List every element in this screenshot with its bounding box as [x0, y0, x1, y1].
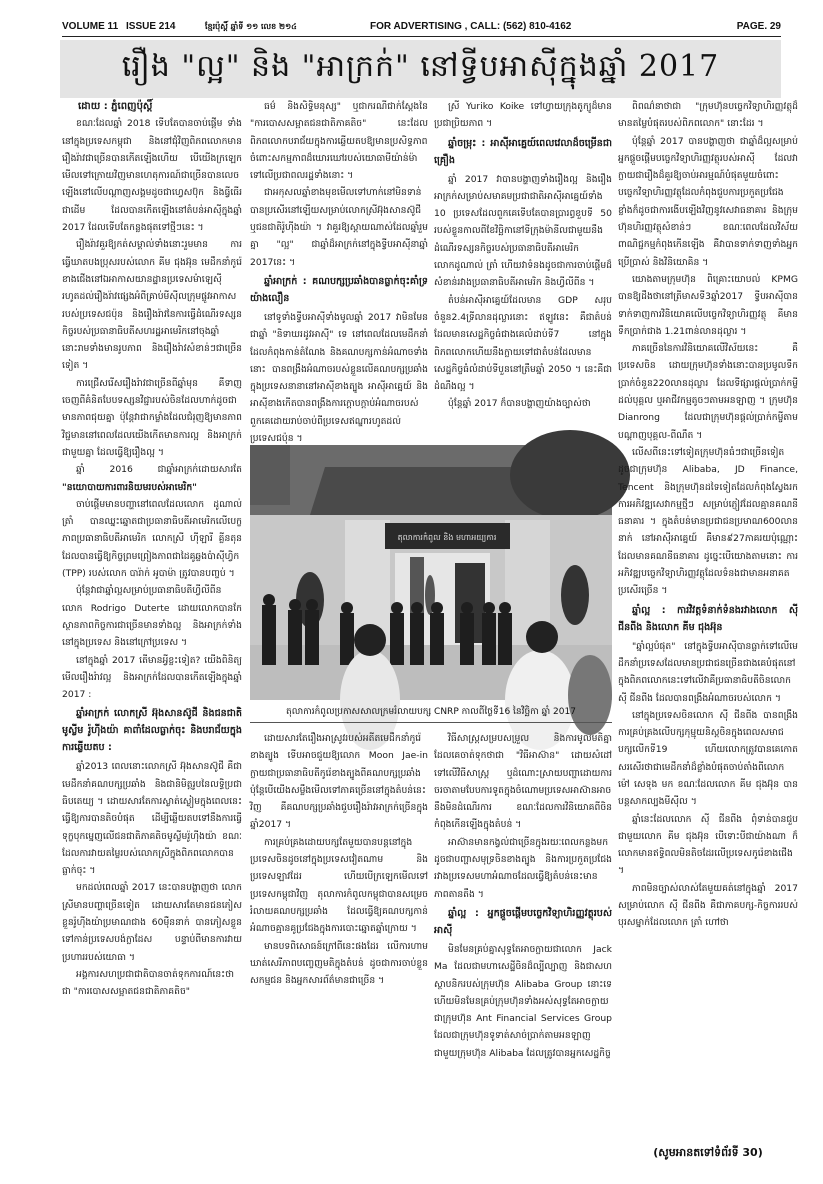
- subheading: ឆ្នាំល្អ : ការវិវត្តទំនាក់ទំនងរវាងលោក ស៊ី ជីនពីង និងលោក គីម ជុងអ៊ុន: [618, 604, 798, 633]
- paragraph: ការជ្រើសរើសរឿងរ៉ាវជាច្រើនពីឆ្នាំមុន គឺទាញចេញពីគំនិតបែបទស្សនវិជ្ជារបស់ចិនដែលហាក់ដូចជាមានភាពជុយគ្នា ប៉ុន្តែវាជាកម្លាំងដែលជំរុញឱ្យមានភាពវិជ្ជមាននៅពេលដែលយើងកើតមានការល្អ និងអាក្រក់ជាមួយគ្នា ដែលធ្វើឱ្យរឿងល្អ ។: [62, 377, 242, 458]
- continued-link[interactable]: (សូមអានតទៅទំព័រទី 30): [653, 1146, 763, 1159]
- paragraph: យោងតាមក្រុមហ៊ុន ពិគ្រោះយោបល់ KPMG បានឱ្យដឹងថានៅត្រីមាសទី3ឆ្នាំ2017 ទ្វីបអាស៊ីបានទាក់ទាញការវិនិយោគលើបច្ចេកវិទ្យាហិរញ្ញវត្ថុ គឺមានទឹកប្រាក់ជាង 1.21ពាន់លានដុល្លារ ។: [618, 273, 798, 337]
- emphasis: "នយោបាយការពារនិយមរបស់អាមេរិក": [62, 481, 197, 493]
- paragraph: មិនមែនគ្រប់គ្នាសុទ្ធតែអាចក្លាយជាលោក Jack Ma ដែលជាមហាសេដ្ឋីចិនដ៏ល្បីល្បាញ និងជាសហស្ថាបនិករបស់ក្រុមហ៊ុន Alibaba Group នោះទេ ហើយមិនមែនគ្រប់ក្រុមហ៊ុនទាំងអស់សុទ្ធតែអាចក្លាយជាក្រុមហ៊ុន Ant Financial Services Group ដែលជាក្រុមហ៊ុនទូទាត់សាច់ប្រាក់តាមអនឡាញជាមួយក្រុមហ៊ុន Alibaba ដែលត្រូវបានអ្នកសេដ្ឋកិច្ច: [434, 943, 612, 1059]
- paragraph: ចាប់ផ្តើមមានបញ្ហានៅពេលដែលលោក ដូណាល់ ត្រាំ បានឈ្នះឆ្នោតជាប្រធានាធិបតីអាមេរិកលើបេក្ខភាពប្រធានាធិបតីអាមេរិក លោកស្រី ហ៊ីឡារី គ្លីនតុន ដែលបានធ្វើឱ្យកិច្ចព្រមព្រៀងភាពជាដៃគូឆ្លងប៉ាស៊ីហ្វិក (TPP) របស់លោក បារ៉ាក់ អូបាម៉ា ត្រូវបានបញ្ចប់ ។: [62, 498, 242, 580]
- column-3-top: [434, 98, 612, 428]
- supreme-court-photo: [250, 445, 612, 700]
- paragraph: នៅក្នុងប្រទេសចិនលោក ស៊ី ជីនពីង បានពង្រឹងការគ្រប់គ្រងលើបក្សកុម្មុយនិស្តចិនក្នុងពេលសមាជបក្សលើកទី19 ហើយលោកត្រូវបានគេកោតសរសើរថាជាមេដឹកនាំដ៏ខ្លាំងបំផុតចាប់តាំងពីលោក ម៉ៅ សេទុង មក ខណៈដែលលោក គីម ជុងអ៊ុន បានបន្តសាកល្បងមីស៊ីល ។: [618, 709, 798, 808]
- column-2-bottom: [250, 730, 428, 1170]
- paragraph: ឆ្នាំនេះដែលលោក ស៊ី ជីនពីង ពុំទាន់បានជួបជាមួយលោក គីម ជុងអ៊ុន បើទោះបីជាយ៉ាងណា ក៏លោកមានឥទ្ធិពលមិនតិចដែរលើប្រទេសកូរ៉េខាងជើង ។: [618, 813, 798, 877]
- paragraph: រឿងរ៉ាវគួរឱ្យកត់សម្គាល់ទាំងនោះរួមមាន ការធ្វើឃាតបងប្រុសរបស់លោក គីម ជុងអ៊ុន មេដឹកនាំកូរ៉េខាងជើងនៅឯអាកាសយានដ្ឋានប្រទេសម៉ាឡេស៊ី រហូតដល់រឿងរ៉ាវផ្សេងអំពីគ្រាប់មីស៊ីលក្រុមផ្លូវអាកាសរបស់ប្រទេសជប៉ុន និងរឿងរ៉ាវនៃការធ្វើដំណើរទស្សនកិច្ចរបស់ប្រធានាធិបតីសហរដ្ឋអាមេរិកនៅចុងឆ្នាំនោះរាមទាំងមានរូបភាព និងរឿងរ៉ាវសំខាន់ៗជាច្រើនទៀត ។: [62, 239, 242, 372]
- paragraph: ការគ្រប់គ្រងដោយបក្សតែមួយបានបន្តនៅក្នុងប្រទេសចិនដូចនៅក្នុងប្រទេសវៀតណាម និងប្រទេសឡាវដែរ ហើយបើក្រឡេកមើលទៅប្រទេសកម្ពុជាវិញ តុលាការកំពូលកម្ពុជាបានសម្រេចរំលាយគណបក្សប្រឆាំង ដែលធ្វើឱ្យគណបក្សកាន់អំណាចគ្មានគូប្រជែងក្នុងការបោះឆ្នោតឆ្នាំក្រោយ ។: [250, 836, 428, 935]
- paragraph-lead: ឆ្នាំ 2016 ជាឆ្នាំអាក្រក់ដោយសារតែ: [76, 464, 242, 476]
- headline: រឿង "ល្អ" និង "អាក្រក់" នៅទ្វីបអាស៊ីក្នុងឆ្នាំ 2017: [121, 49, 720, 84]
- paragraph: នៅក្នុងឆ្នាំ 2017 តើមានអ្វីខ្លះទៀត? យើងពិនិត្យមើលរឿងរ៉ាវល្អ និងអាក្រក់ដែលបានកើតឡើងក្នុងឆ្នាំ 2017 :: [62, 654, 242, 701]
- subheading: ឆ្នាំចម្រុះ : អាស៊ីអាគ្នេយ៍ពេលវេលាដ៏ចម្រើនជាគ្រឿង: [434, 137, 612, 166]
- paragraph: ប៉ុន្តែឆ្នាំ 2017 បានបង្ហាញថា ជាឆ្នាំដ៏ល្អសម្រាប់ អ្នកផ្តួចផ្តើមបច្ចេកវិទ្យាហិរញ្ញវត្ថុរបស់អាស៊ី ដែលវាក្លាយជារឿងដ៏គួរឱ្យចាប់អារម្មណ៍បំផុតមួយចំពោះបច្ចេកវិទ្យាហិរញ្ញវត្ថុដែលកំពុងជួបការប្រកួតប្រជែងខ្លាំងក៏ដូចជាការងើបឡើងវិញនូវសេវាធនាគារ និងក្រុមហ៊ុនហិរញ្ញវត្ថុសំខាន់ៗ ខណៈពេលដែលវិស័យពាណិជ្ជកម្មកំពុងកើនឡើង គឺវាបានទាក់ទាញទាំងអ្នកប្រើប្រាស់ និងវិនិយោគិន ។: [618, 135, 798, 268]
- column-2-top: [250, 98, 428, 445]
- paragraph: ជាអកុសលឆ្នាំខាងមុខមើលទៅហាក់នៅមិនទាន់បានប្រសើរនៅឡើយសម្រាប់លោកស្រីអ៊ុងសានស៊ូជី ឬជនជាតិរ៉ូហ៊ីងយ៉ា ។ វាគួរឱ្យស្តាយណាស់ដែលឆ្នាំរួមគ្នា "ល្អ" ជាឆ្នាំដ៏អាក្រក់នៅក្នុងទ្វីបអាស៊ីនាឆ្នាំ 2017នេះ ។: [250, 187, 428, 268]
- paragraph: មកដល់ពេលឆ្នាំ 2017 នេះបានបង្ហាញថា លោកស្រីមានបញ្ហាច្រើនទៀត ដោយសារតែមានជនភៀសខ្លួនរ៉ូហ៊ីងយ៉ាប្រមាណជាង 60ម៉ឺននាក់ បានភៀសខ្លួនទៅកាន់ប្រទេសបង់ក្លាដែស បន្ទាប់ពីមានការវាយប្រហាររបស់យោធា ។: [62, 882, 242, 963]
- subheading: ឆ្នាំអាក្រក់ : គណបក្សប្រឆាំងបានធ្លាក់ចុះគាំទ្រយ៉ាងលឿន: [250, 275, 428, 304]
- paragraph: មានបទពិសោធន៍ក្រៅពីនេះផងដែរ លើការហាមឃាត់សេរីភាពបញ្ចេញមតិក្នុងតំបន់ ដូចជាការចាប់ខ្លួនសកម្មជន និងអ្នកសារព័ត៌មានជាច្រើន ។: [250, 940, 428, 987]
- paragraph: [62, 461, 242, 496]
- advertising-label: FOR ADVERTISING , CALL: (562) 810-4162: [370, 21, 572, 32]
- paragraph: អាស៊ានមានកង្វល់ជាច្រើនក្នុងរយៈពេលកន្លងមក ដូចជាបញ្ហាសមុទ្រចិនខាងត្បូង និងការប្រកួតប្រជែងរវាងប្រទេសមហាអំណាចដែលធ្វើឱ្យតំបន់នេះមានភាពតានតឹង ។: [434, 836, 612, 900]
- page-number: PAGE. 29: [736, 21, 781, 32]
- issue-label: ISSUE 214: [126, 21, 176, 32]
- paragraph: "ឆ្នាំល្អបំផុត" នៅក្នុងទ្វីបអាស៊ីបានធ្លាក់ទៅលើមេដឹកនាំប្រទេសដែលមានប្រជាជនច្រើនជាងគេបំផុតនៅក្នុងពិភពលោកនេះទៅលើវាគឺប្រធានាធិបតីចិនលោក ស៊ី ជីនពីង ដែលបានពង្រឹងអំណាចរបស់លោក ។: [618, 640, 798, 704]
- paragraph: ពិពណ៌នាថាជា "ក្រុមហ៊ុនបច្ចេកវិទ្យាហិរញ្ញវត្ថុដ៏មានតម្លៃបំផុតរបស់ពិភពលោក" នោះដែរ ។: [618, 101, 798, 130]
- paragraph: វិធីសាស្ត្រសម្របសម្រួល និងការមូលមតិគ្នាដែលគេចាត់ទុកថាជា "វិធីអាស៊ាន" ដោយសំដៅទៅលើវិធីសាស្ត្រ ឬដំណោះស្រាយបញ្ហាដោយការចរចាតាមបែបការទូតក្នុងចំណោមប្រទេសអាស៊ានអាចនឹងមិនដំណើរការ ខណៈដែលការវិនិយោគពីចិនកំពុងកើនឡើងក្នុងតំបន់ ។: [434, 733, 612, 831]
- column-3-bottom: [434, 730, 612, 1170]
- paragraph: ប៉ុន្តែឆ្នាំ 2017 ក៏បានបង្ហាញយ៉ាងច្បាស់ថា: [448, 398, 591, 410]
- khmer-issue-label: ខ្មែរប៉ុស្តិ៍ ឆ្នាំទី ១១ លេខ ២១៤: [205, 22, 297, 31]
- paragraph: អង្គការសហប្រជាជាតិបានចាត់ទុកការណ៍នេះថាជា "ការបោសសម្អាតជនជាតិភាគតិច": [62, 968, 234, 998]
- court-sign-text: តុលាការកំពូល និង មហាអយ្យការ: [397, 533, 497, 542]
- headline-band: [60, 40, 781, 98]
- paragraph: ដោយសារតែរឿងអាស្រូវរបស់អតីតមេដឹកនាំកូរ៉េខាងត្បូង ទើបអាចជួយឱ្យលោក Moon Jae-in ក្លាយជាប្រធានាធិបតីកូរ៉េខាងត្បូងពីគណបក្សប្រឆាំង ប៉ុន្តែបើយើងសម្លឹងមើលទៅភាគច្រើននៅក្នុងតំបន់នេះវិញ គឺគណបក្សប្រឆាំងជួបរឿងរ៉ាវអាក្រក់ច្រើនក្នុងឆ្នាំ2017 ។: [250, 733, 428, 831]
- byline: ដោយ : ភ្នំពេញប៉ុស្តិ៍: [78, 101, 153, 112]
- paragraph: ខណៈដែលឆ្នាំ 2018 ទើបតែបានចាប់ផ្តើម ទាំងនៅក្នុងប្រទេសកម្ពុជា និងនៅជុំវិញពិភពលោកមានរឿងរ៉ាវជាច្រើនបានកើតឡើងហើយ បើយើងក្រឡេកមើលទៅក្រោយវិញមានហេតុការណ៍ជាច្រើនបានលេចឡើងនៅលើបណ្តាញសង្គមដូចជាហ្វេសប៊ុក និងធ្វីធើរជាដើម ដែលបានកើតឡើងនៅតំបន់អាស៊ីក្នុងឆ្នាំ 2017 ដែលទើបតែកន្លងផុតទៅថ្មីៗនេះ ។: [62, 118, 242, 234]
- paragraph: ភាពមិនច្បាស់លាស់តែមួយគត់នៅក្នុងឆ្នាំ 2017 សម្រាប់លោក ស៊ី ជីនពីង គឺជាភាគបក្ស-កិច្ចការរបស់បុរសម្នាក់ដែលលោក ត្រាំ ហៅថា: [618, 882, 798, 929]
- paragraph: លើសពីនេះទៅទៀតក្រុមហ៊ុនធំៗជាច្រើនទៀតដូចជាក្រុមហ៊ុន Alibaba, JD Finance, Tencent និងក្រុមហ៊ុនដទៃទៀតដែលកំពុងស្វែងរកការអភិវឌ្ឍសេវាកម្មថ្មីៗ សម្រាប់ភ្ញៀវដែលគ្មានគណនីធនាគារ ។ ក្នុងតំបន់មានប្រជាជនប្រមាណ600លាននាក់ នៅអាស៊ីអាគ្នេយ៍ គឺមាន៩27ភាគរយប៉ុណ្ណោះ ដែលមានគណនីធនាគារ ដូច្នេះបើយោងតាមនោះ ការអភិវឌ្ឍបច្ចេកវិទ្យាហិរញ្ញវត្ថុដែលទំនងជាមានអនាគតប្រសើរច្រើន ។: [618, 446, 798, 597]
- paragraph: ប៉ុន្តែវាជាឆ្នាំល្អសម្រាប់ប្រធានាធិបតីហ្វីលីពីន លោក Rodrigo Duterte ដោយលោកបានកែស្ថានភាពកិច្ចការជាច្រើនមានទាំងល្អ និងអាក្រក់ទាំងនៅក្នុងប្រទេស និងនៅក្រៅប្រទេស ។: [62, 585, 242, 649]
- paragraph: ធម៌ និងសិទ្ធិមនុស្ស" ឬជាករណីជាក់ស្តែងនៃ "ការបោសសម្អាតជនជាតិភាគតិច" នេះដែលពិភពលោកបរាជ័យក្នុងការឆ្លើយតបឱ្យមានប្រសិទ្ធភាពចំពោះសកម្មភាពដ៏ឃោរឃៅរបស់យោធាមីយ៉ាន់ម៉ាទៅលើប្រជាពលរដ្ឋទាំងនោះ ។: [250, 101, 428, 182]
- paragraph: តំបន់អាស៊ីអាគ្នេយ៍ដែលមាន GDP សរុបចំនួន2.4ទ្រីលានដុល្លារនោះ ឥឡូវនេះ គឺជាតំបន់ដែលមានសេដ្ឋកិច្ចធំជាងគេលំដាប់ទី7 នៅក្នុងពិភពលោកហើយនឹងក្លាយទៅជាតំបន់ដែលមានសេដ្ឋកិច្ចធំលំដាប់ទីបួននៅត្រឹមឆ្នាំ 2050 ។ នេះគឺជាដំណឹងល្អ ។: [434, 294, 612, 393]
- subheading: ឆ្នាំល្អ : អ្នកផ្តួចផ្តើមបច្ចេកវិទ្យាហិរញ្ញវត្ថុរបស់អាស៊ី: [434, 907, 612, 936]
- paragraph: ឆ្នាំ2013 ពេលនោះលោកស្រី អ៊ុងសានស៊ូជី គឺជាមេដឹកនាំគណបក្សប្រឆាំង និងជានិមិត្តរូបនៃលទ្ធិប្រជាធិបតេយ្យ ។ ដោយសារតែការស្ងាត់ស្ងៀមក្នុងពេលនេះ ធ្វើឱ្យការបានតិចបំផុត ដើម្បីឆ្លើយតបទៅនឹងការធ្វើទុក្ខបុកម្នេញលើជនជាតិភាគតិចមូស្លីមរ៉ូហ៊ីងយ៉ា ខណៈដែលការវាយតម្លៃរបស់លោកស្រីក្នុងពិភពលោកបានធ្លាក់ចុះ ។: [62, 761, 242, 877]
- volume-label: VOLUME 11: [62, 21, 119, 32]
- paragraph: នៅទូទាំងទ្វីបអាស៊ីទាំងមូលឆ្នាំ 2017 វាមិនមែនជាឆ្នាំ "និទាឃរដូវអាស៊ី" ទេ នៅពេលដែលមេដឹកនាំដែលកំពុងកាន់តំណែង និងគណបក្សកាន់អំណាចទាំងនោះ បានពង្រឹងអំណាចរបស់ខ្លួនលើគណបក្សប្រឆាំងក្នុងប្រទេសនានានៅអាស៊ីខាងត្បូង អាស៊ីអាគ្នេយ៍ និងអាស៊ីខាងកើតបានពង្រឹងការក្តោបក្តាប់អំណាចរបស់ពួកគេដោយរាប់ចាប់ពីប្រទេសឥណ្ឌារហូតដល់ប្រទេសជប៉ុន ។: [250, 311, 428, 445]
- column-4: [618, 98, 798, 1144]
- paragraph: ភាគច្រើននៃការវិនិយោគលើវិស័យនេះ គឺប្រទេសចិន ដោយក្រុមហ៊ុនទាំងនោះបានប្រមូលទឹកប្រាក់ចំនួន220លានដុល្លារ ដែលទីផ្សារផ្តល់ប្រាក់កម្ចីដល់បុគ្គល ឬអាជីវកម្មតូចៗតាមអនឡាញ ។ ក្រុមហ៊ុន Dianrong ដែលជាក្រុមហ៊ុនផ្តល់ប្រាក់កម្ចីតាមបណ្តាញបុគ្គល-ពីណឹត ។: [618, 343, 798, 441]
- paragraph: ឆ្នាំ 2017 វាបានបង្ហាញទាំងរឿងល្អ និងរឿងអាក្រក់សម្រាប់សមាគមប្រជាជាតិអាស៊ីអាគ្នេយ៍ទាំង 10 ប្រទេសដែលពួកគេទើបតែបានប្រារព្ធខួបទី 50 របស់ខ្លួនកាលពីខែវិច្ឆិកានៅទីក្រុងម៉ានីលជាមួយនឹងដំណើរទស្សនកិច្ចរបស់ប្រធានាធិបតីអាមេរិកលោកដូណាល់ ត្រាំ ហើយវាទំនងដូចជាការចាប់ផ្តើមដ៏សំខាន់រវាងប្រធានាធិបតីអាមេរិក និងហ្វីលីពីន ។: [434, 173, 612, 289]
- page-header: [62, 20, 781, 37]
- photo-caption: តុលាការកំពូលប្រកាសសាលក្រមរំលាយបក្ស CNRP កាលពីថ្ងៃទី16 នៃវិច្ឆិកា ឆ្នាំ 2017: [250, 704, 612, 723]
- paragraph: ស្រី Yuriko Koike ទៅហ្វាយក្រុងតូក្យូដ៏មានប្រជាប្រិយភាព ។: [434, 101, 612, 130]
- subheading: ឆ្នាំអាក្រក់ លោកស្រី អ៊ុងសានស៊ូជី និងជនជាតិមូស្លីម រ៉ូហ៊ីងយ៉ា គាពាំដែលធ្លាក់ចុះ និងបរាជ័យក្នុងការឆ្លើយតប :: [62, 708, 242, 754]
- news-photo: [250, 445, 612, 700]
- column-1: [62, 98, 242, 1168]
